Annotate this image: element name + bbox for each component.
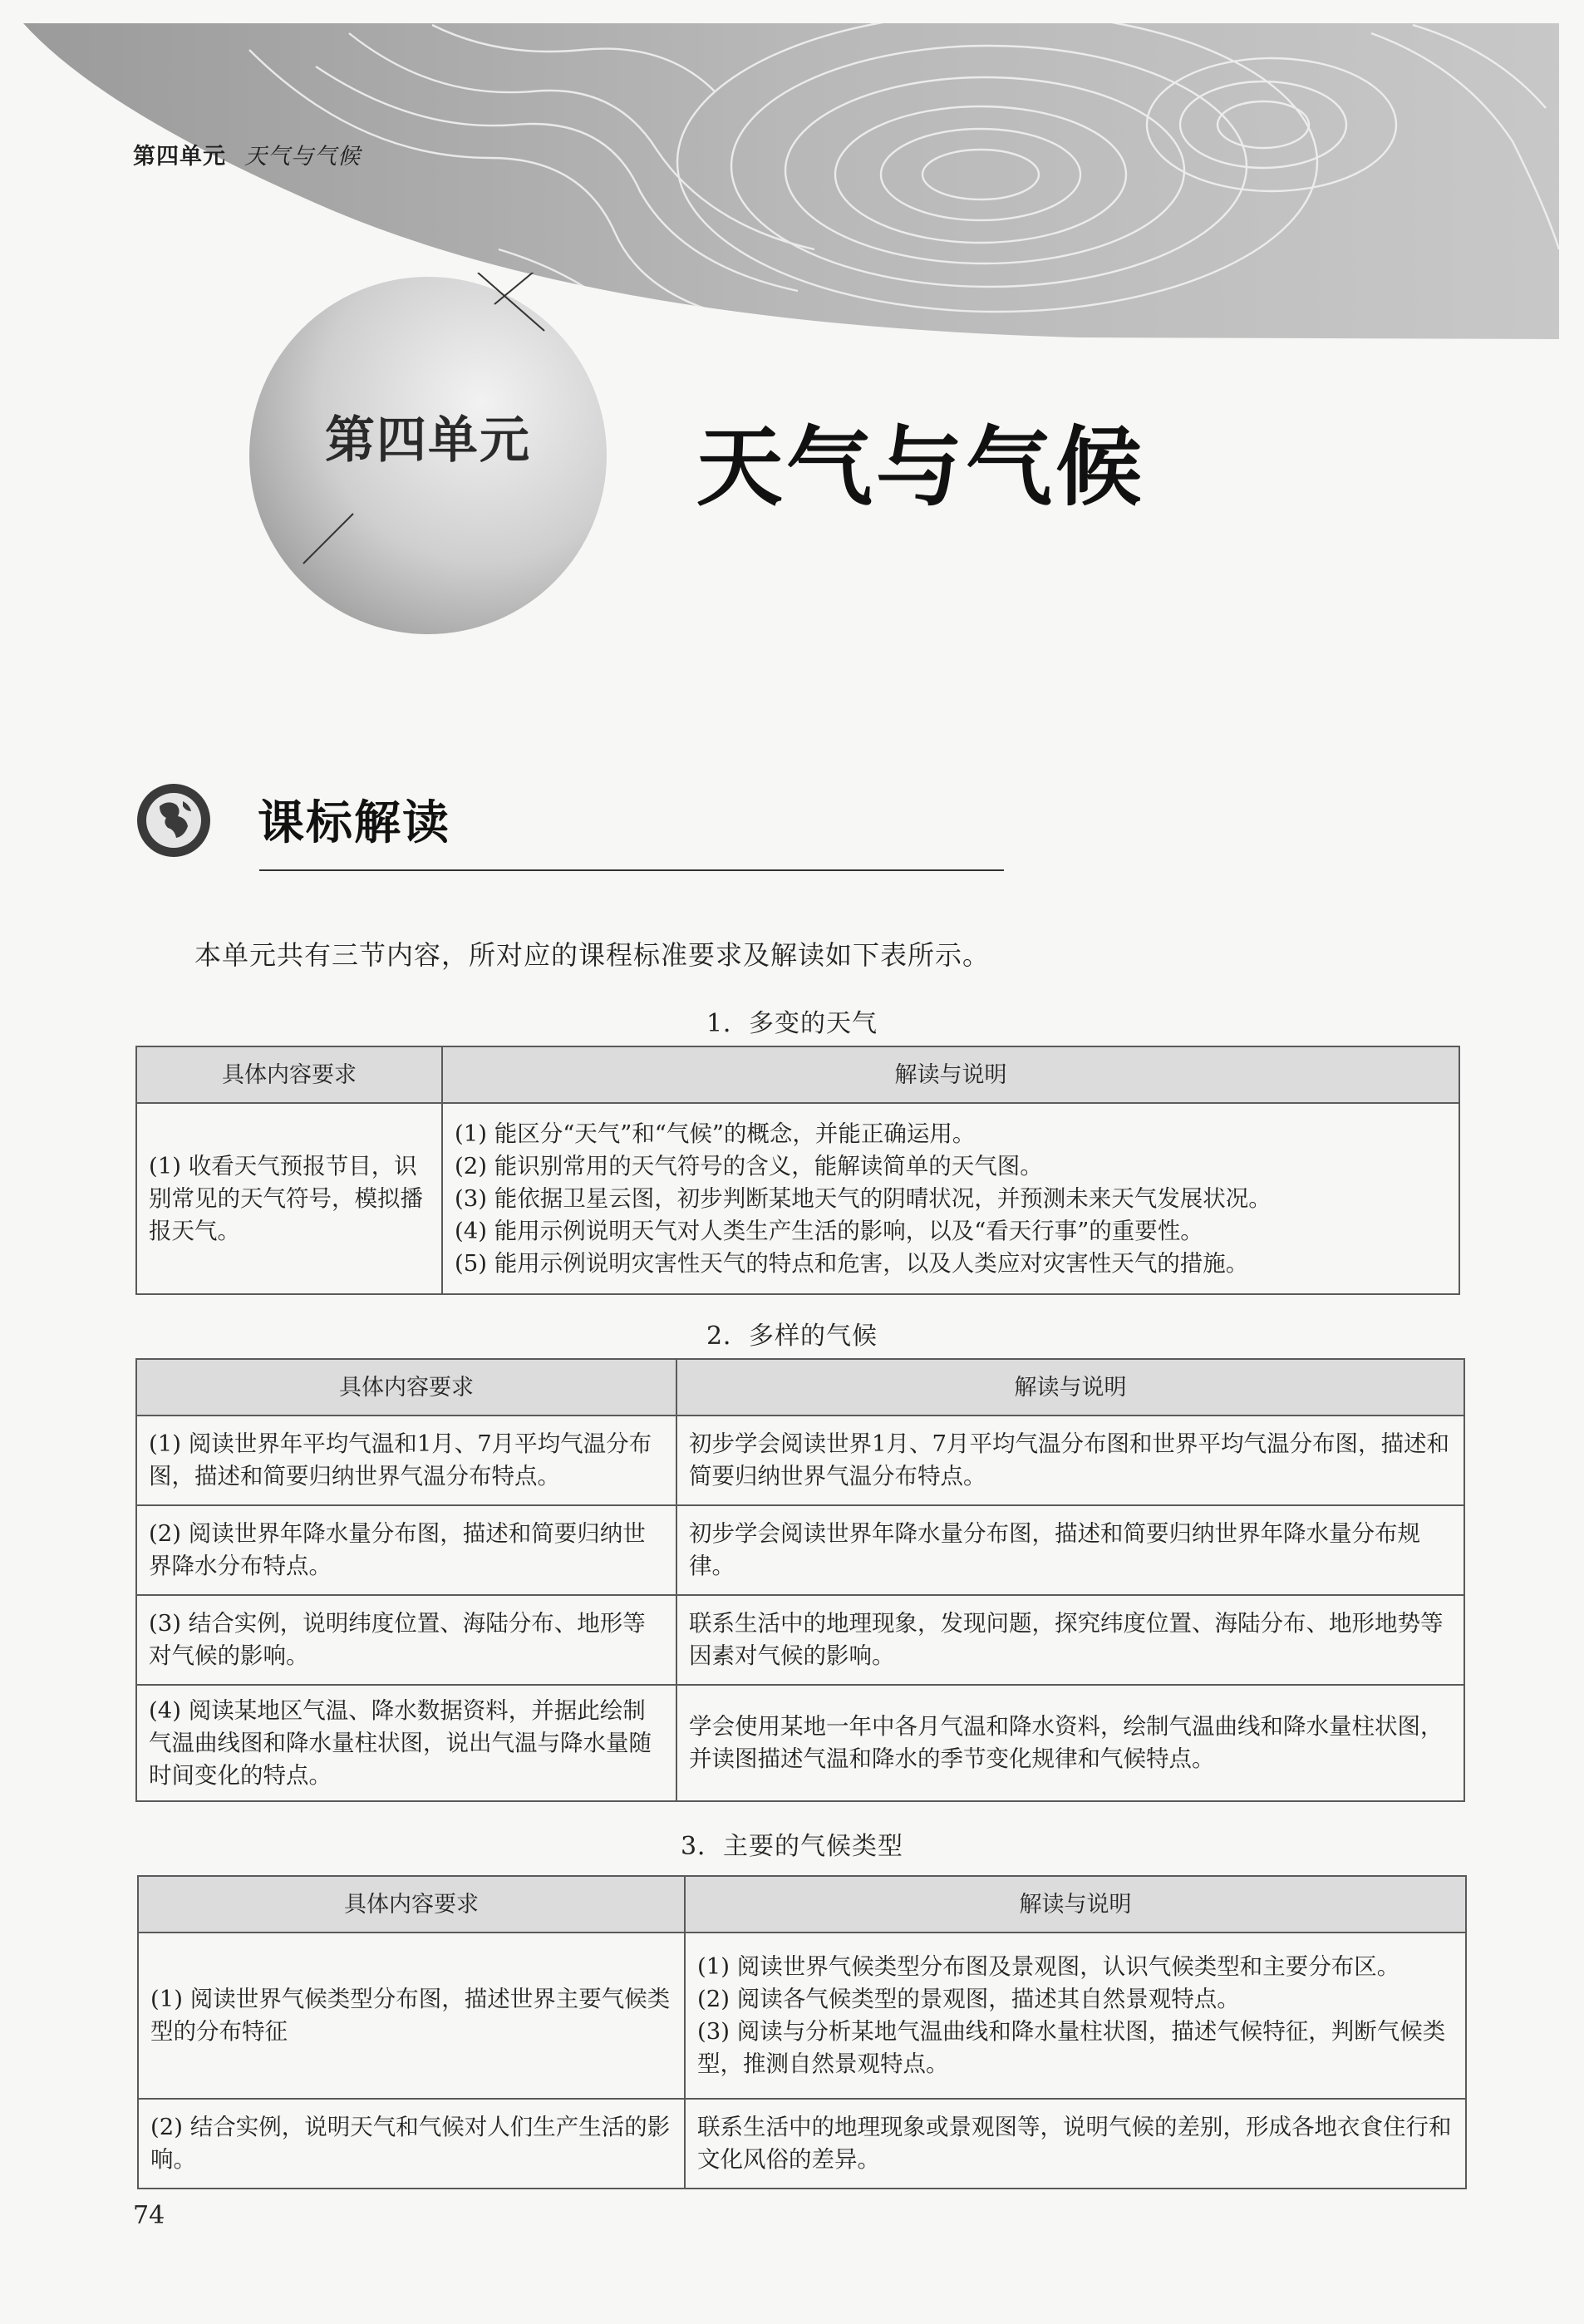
notes-cell <box>685 1933 1466 2099</box>
table-climate <box>135 1358 1465 1802</box>
note-line: (2) 阅读各气候类型的景观图，描述其自然景观特点。 <box>697 1986 1240 2012</box>
note-line: (1) 能区分“天气”和“气候”的概念，并能正确运用。 <box>455 1120 976 1147</box>
table-row <box>138 2099 1466 2189</box>
unit-label: 第四单元 <box>325 411 531 470</box>
note-line: (3) 阅读与分析某地气温曲线和降水量柱状图，描述气候特征，判断气候类型，推测自然景观特点。 <box>697 2018 1446 2077</box>
section-title: 课标解读 <box>258 796 450 850</box>
requirement-cell: (3) 结合实例，说明纬度位置、海陆分布、地形等对气候的影响。 <box>136 1595 676 1685</box>
table-3-caption: 3．主要的气候类型 <box>680 1832 904 1861</box>
notes-cell: 初步学会阅读世界1月、7月平均气温分布图和世界平均气温分布图，描述和简要归纳世界气温分布特点。 <box>676 1416 1464 1505</box>
notes-cell: 学会使用某地一年中各月气温和降水资料，绘制气温曲线和降水量柱状图，并读图描述气温和降水的季节变化规律和气候特点。 <box>676 1685 1464 1801</box>
notes-cell: 联系生活中的地理现象或景观图等，说明气候的差别，形成各地衣食住行和文化风俗的差异。 <box>685 2099 1466 2189</box>
table-header-row <box>136 1046 1459 1103</box>
table-weather <box>135 1046 1460 1295</box>
header-requirement: 具体内容要求 <box>136 1359 676 1416</box>
table-header-row <box>138 1876 1466 1933</box>
table-2-caption: 2．多样的气候 <box>706 1322 878 1351</box>
requirement-cell: (1) 阅读世界年平均气温和1月、7月平均气温分布图，描述和简要归纳世界气温分布特点。 <box>136 1416 676 1505</box>
notes-cell: 初步学会阅读世界年降水量分布图，描述和简要归纳世界年降水量分布规律。 <box>676 1505 1464 1595</box>
table-row <box>136 1685 1464 1801</box>
note-line: (3) 能依据卫星云图，初步判断某地天气的阴晴状况，并预测未来天气发展状况。 <box>455 1184 1272 1212</box>
table-row <box>136 1103 1459 1294</box>
unit-title: 天气与气候 <box>696 416 1146 518</box>
requirement-cell: (2) 结合实例，说明天气和气候对人们生产生活的影响。 <box>138 2099 685 2189</box>
intro-paragraph: 本单元共有三节内容，所对应的课程标准要求及解读如下表所示。 <box>194 939 991 971</box>
header-notes: 解读与说明 <box>676 1359 1464 1416</box>
page-number: 74 <box>133 2201 165 2230</box>
note-line: (4) 能用示例说明天气对人类生产生活的影响，以及“看天行事”的重要性。 <box>455 1217 1203 1244</box>
note-line: (5) 能用示例说明灾害性天气的特点和危害，以及人类应对灾害性天气的措施。 <box>455 1249 1249 1277</box>
table-1-caption: 1．多变的天气 <box>706 1009 878 1038</box>
table-row <box>136 1416 1464 1505</box>
note-line: (1) 阅读世界气候类型分布图及景观图，认识气候类型和主要分布区。 <box>697 1953 1400 1980</box>
running-head-subtitle: 天气与气候 <box>244 144 361 170</box>
requirement-cell: (1) 收看天气预报节目，识别常见的天气符号，模拟播报天气。 <box>136 1103 442 1294</box>
running-head-unit: 第四单元 <box>133 144 226 170</box>
notes-cell: 联系生活中的地理现象，发现问题，探究纬度位置、海陆分布、地形地势等因素对气候的影响。 <box>676 1595 1464 1685</box>
notes-cell <box>442 1103 1459 1294</box>
header-notes: 解读与说明 <box>685 1876 1466 1933</box>
table-row <box>138 1933 1466 2099</box>
header-requirement: 具体内容要求 <box>138 1876 685 1933</box>
requirement-cell: (4) 阅读某地区气温、降水数据资料，并据此绘制气温曲线图和降水量柱状图，说出气温与降水量随时间变化的特点。 <box>136 1685 676 1801</box>
running-head <box>133 138 361 170</box>
contour-banner <box>0 0 1584 349</box>
globe-icon <box>135 781 213 859</box>
table-header-row <box>136 1359 1464 1416</box>
requirement-cell: (2) 阅读世界年降水量分布图，描述和简要归纳世界降水分布特点。 <box>136 1505 676 1595</box>
table-row <box>136 1595 1464 1685</box>
header-notes: 解读与说明 <box>442 1046 1459 1103</box>
requirement-cell: (1) 阅读世界气候类型分布图，描述世界主要气候类型的分布特征 <box>138 1933 685 2099</box>
note-line: (2) 能识别常用的天气符号的含义，能解读简单的天气图。 <box>455 1152 1043 1179</box>
table-row <box>136 1505 1464 1595</box>
section-divider <box>259 869 1004 871</box>
header-requirement: 具体内容要求 <box>136 1046 442 1103</box>
table-climate-types <box>137 1875 1467 2189</box>
